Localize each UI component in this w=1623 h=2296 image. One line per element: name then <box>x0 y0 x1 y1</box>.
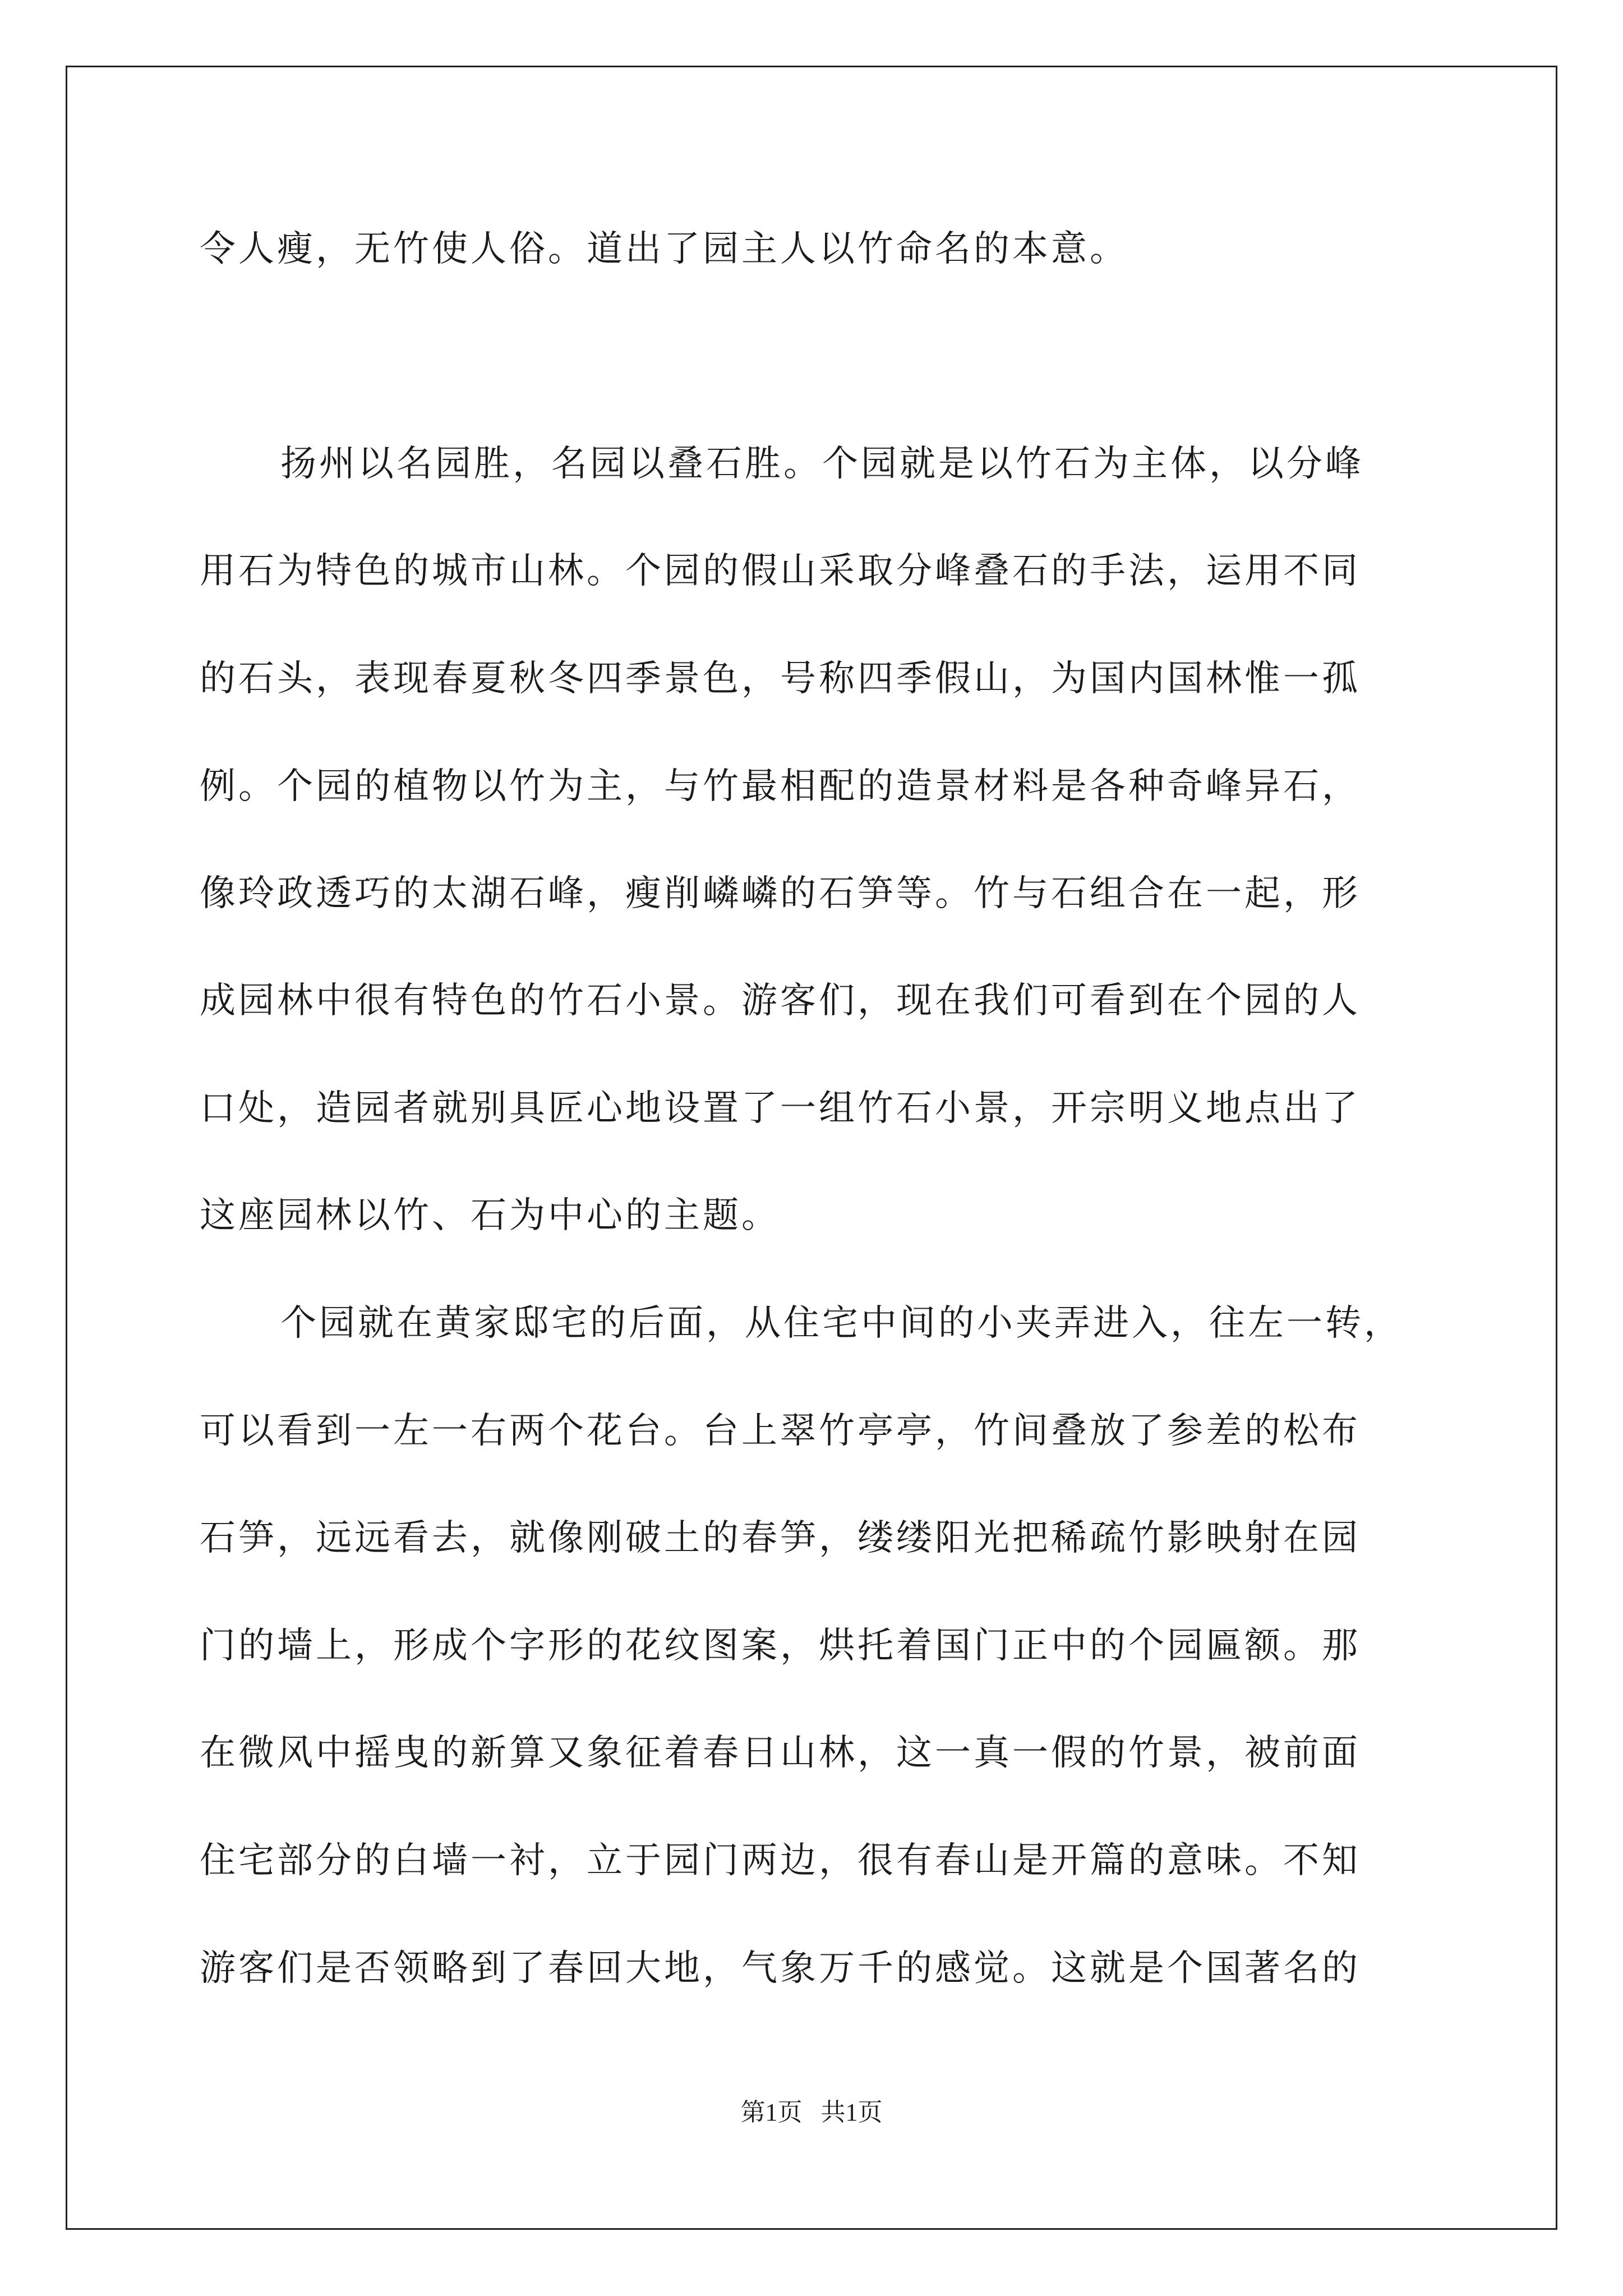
text-line: 令人瘦，无竹使人俗。道出了园主人以竹命名的本意。 <box>200 228 1128 270</box>
paragraph-first-line: 扬州以名园胜，名园以叠石胜。个园就是以竹石为主体，以分峰 <box>280 443 1364 485</box>
text-line: 例。个园的植物以竹为主，与竹最相配的造景材料是各种奇峰异石， <box>200 766 1361 807</box>
text-line: 住宅部分的白墙一衬，立于园门两边，很有春山是开篇的意味。不知 <box>200 1840 1361 1881</box>
text-line: 游客们是否领略到了春回大地，气象万千的感觉。这就是个国著名的 <box>200 1948 1361 1989</box>
text-line: 这座园林以竹、石为中心的主题。 <box>200 1195 780 1236</box>
text-line: 像玲政透巧的太湖石峰，瘦削嶙嶙的石笋等。竹与石组合在一起，形 <box>200 873 1361 914</box>
text-line: 成园林中很有特色的竹石小景。游客们，现在我们可看到在个园的人 <box>200 980 1361 1022</box>
text-line: 石笋，远远看去，就像刚破土的春笋，缕缕阳光把稀疏竹影映射在园 <box>200 1517 1361 1559</box>
text-line: 用石为特色的城市山林。个园的假山采取分峰叠石的手法，运用不同 <box>200 550 1361 592</box>
paragraph-first-line: 个园就在黄家邸宅的后面，从住宅中间的小夹弄进入，往左一转， <box>280 1303 1403 1344</box>
page-footer: 第1页 共1页 <box>740 2099 883 2126</box>
page-border <box>66 66 1557 2230</box>
text-line: 门的墙上，形成个字形的花纹图案，烘托着国门正中的个园匾额。那 <box>200 1625 1361 1667</box>
text-line: 口处，造园者就别具匠心地设置了一组竹石小景，开宗明义地点出了 <box>200 1088 1361 1129</box>
text-line: 可以看到一左一右两个花台。台上翠竹亭亭，竹间叠放了参差的松布 <box>200 1410 1361 1452</box>
text-line: 的石头，表现春夏秋冬四季景色，号称四季假山，为国内国林惟一孤 <box>200 658 1361 700</box>
text-line: 在微风中摇曳的新算又象征着春日山林，这一真一假的竹景，被前面 <box>200 1732 1361 1774</box>
